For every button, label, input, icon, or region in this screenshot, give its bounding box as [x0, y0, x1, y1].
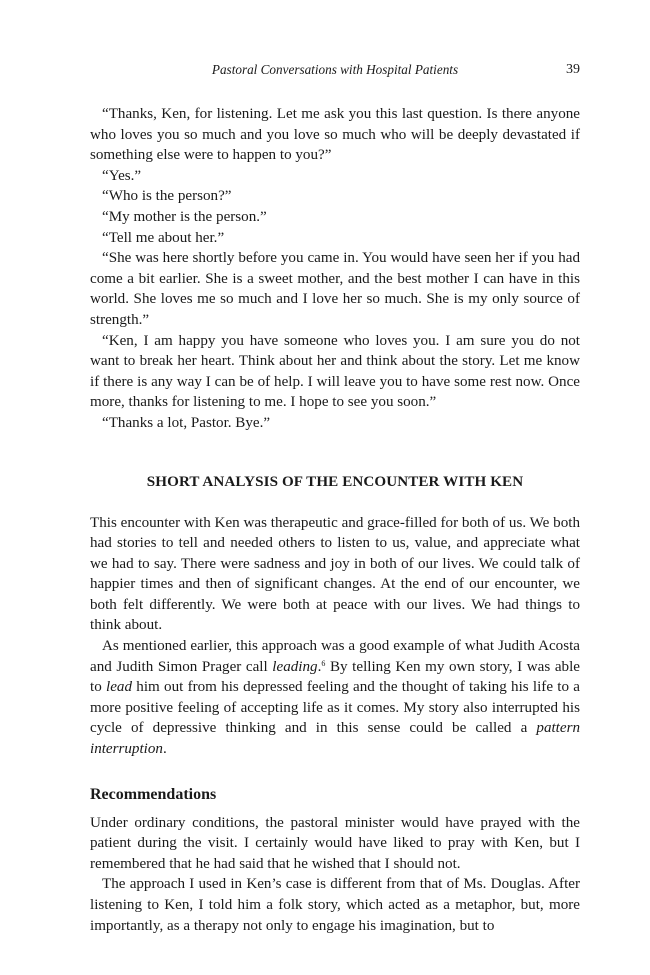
recommendations-paragraph: Under ordinary conditions, the pastoral minister would have prayed with the patient during the visit. I certainly would have liked to pray with Ken, but I remembered that he had said that he wished that I should not. — [90, 814, 580, 872]
dialogue-paragraph: “My mother is the person.” — [102, 208, 267, 225]
term-lead: lead — [106, 679, 133, 696]
analysis-text: As mentioned earlier, this approach was a good example of what Judith Acosta and Judith Simon Prager call — [90, 638, 580, 675]
running-title: Pastoral Conversations with Hospital Patients — [211, 62, 459, 77]
dialogue-paragraph: “Thanks a lot, Pastor. Bye.” — [102, 414, 271, 431]
dialogue-paragraph: “She was here shortly before you came in. You would have seen her if you had come a bit earlier. She is a sweet mother, and the best mother I can have in this world. She loves me so much and I love her so much. She is my only source of strength.” — [90, 250, 580, 328]
dialogue-paragraph: “Who is the person?” — [102, 188, 232, 205]
analysis-paragraph: This encounter with Ken was therapeutic and grace-filled for both of us. We both had stories to tell and needed others to listen to us, value, and appreciate what we had to say. There were sadness and joy in both of our lives. We could talk of happier times and then of significant changes. At the end of our encounter, we both felt differently. We were both at peace with our lives. We had things to think about. — [90, 514, 580, 634]
analysis-text: By telling Ken my own story, I was able to — [90, 658, 580, 696]
dialogue-paragraph: “Thanks, Ken, for listening. Let me ask you this last question. Is there anyone who loves you so much and you love so much who will be deeply devastated if something else were to happen to you?” — [90, 106, 580, 164]
dialogue-paragraph: “Yes.” — [102, 167, 142, 184]
dialogue-paragraph: “Ken, I am happy you have someone who loves you. I am sure you do not want to break her heart. Think about her and think about the story. Let me know if there is any way I can be of help. I will leave you to have some rest now. Once more, thanks for listening to me. I hope to see you soon.” — [90, 332, 580, 411]
term-leading: leading — [272, 658, 318, 675]
recommendations-paragraph: The approach I used in Ken’s case is different from that of Ms. Douglas. After listening to Ken, I told him a folk story, which acted as a metaphor, but, more importantly, as a therapy not only to engage his imagination, but to — [90, 876, 580, 934]
dialogue-paragraph: “Tell me about her.” — [102, 229, 225, 246]
running-head — [90, 62, 580, 84]
term-pattern-interruption: pattern interruption — [90, 720, 580, 758]
subsection-heading: Recommendations — [90, 785, 217, 803]
analysis-text: him out from his depressed feeling and the thought of taking his life to a more positive feeling of accepting life as it comes. My story also interrupted his cycle of depressive thinking and in this sense could be called a — [90, 679, 580, 737]
section-heading: SHORT ANALYSIS OF THE ENCOUNTER WITH KEN — [146, 473, 524, 490]
page-number: 39 — [566, 62, 580, 77]
footnote-ref: 6 — [321, 658, 326, 668]
analysis-paragraph: As mentioned earlier, this approach was a good example of what Judith Acosta and Judith Simon Prager call leading.$^6$ By telling Ken my own story, I was able to lead him out from his depressed feeling and the thought of taking his life to a more positive feeling of accepting life as it comes. My story also interrupted his cycle of depressive thinking and in this sense could be called a pattern interruption. — [90, 638, 580, 758]
book-page — [90, 62, 580, 936]
page-body — [90, 104, 580, 936]
